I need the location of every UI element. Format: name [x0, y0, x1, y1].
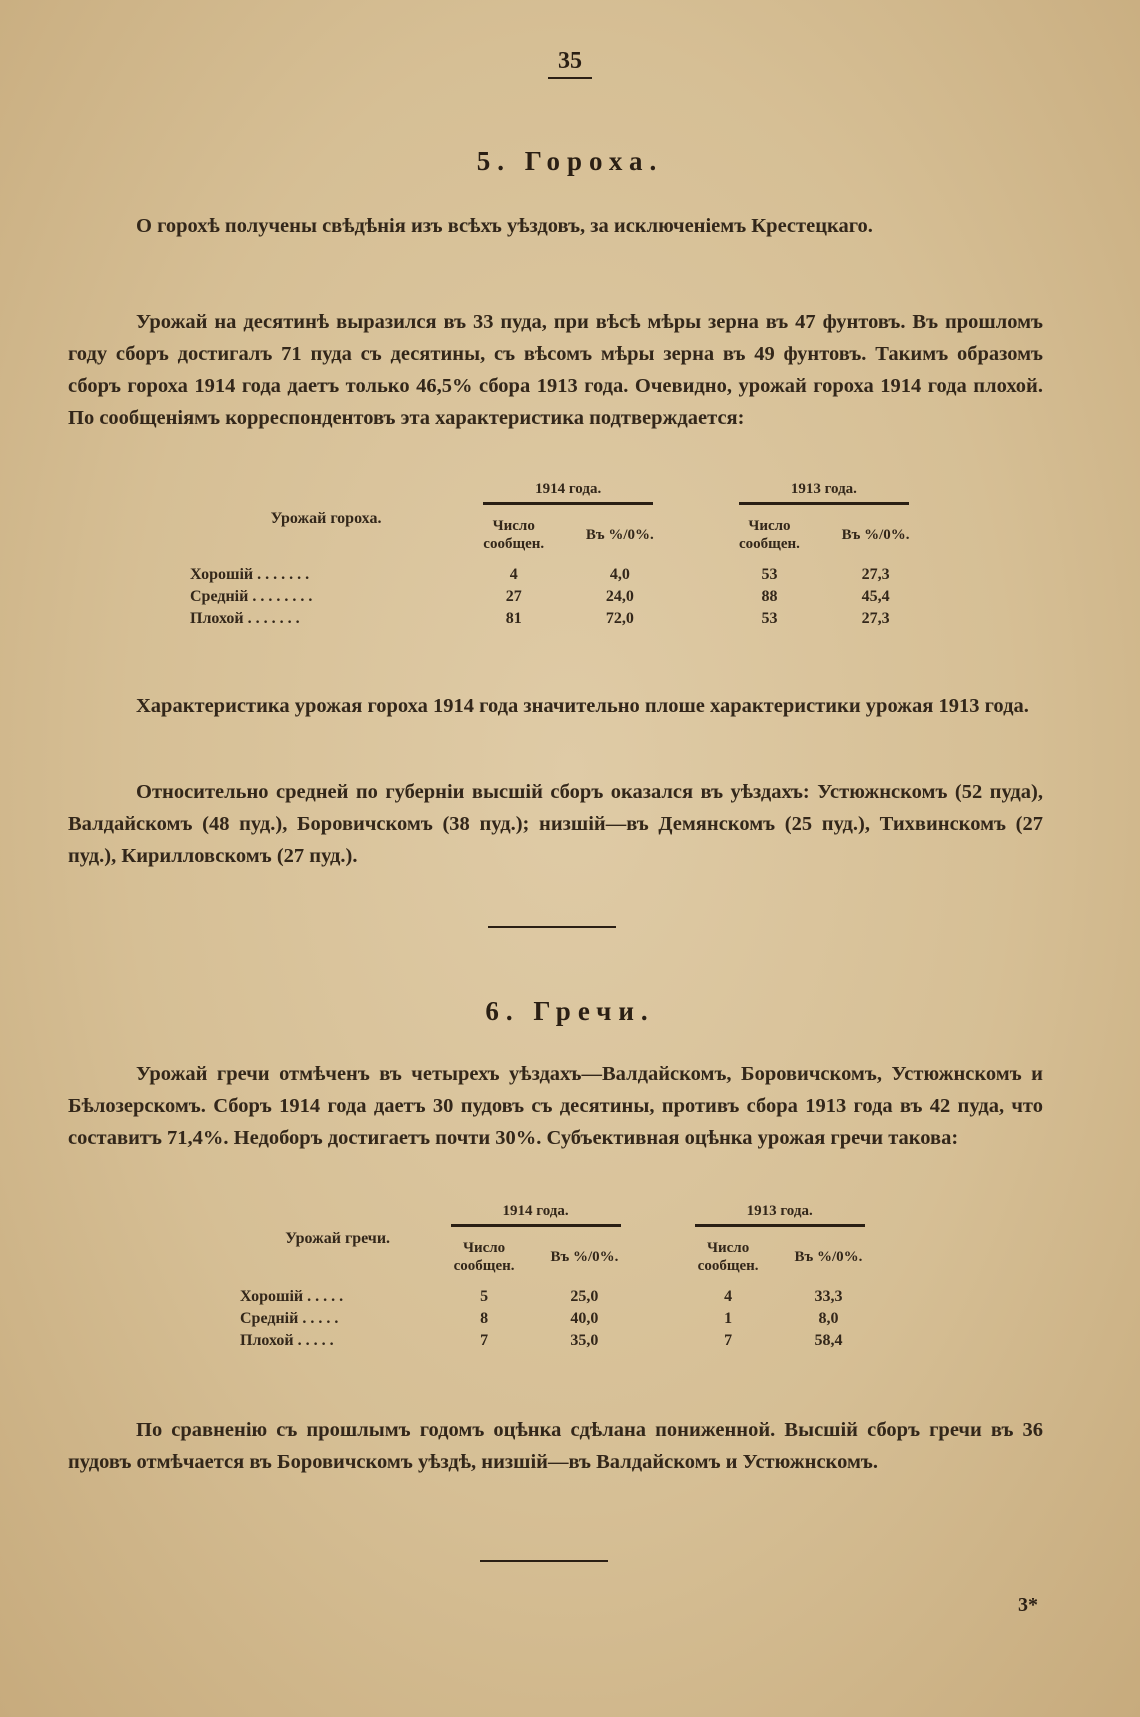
table-year-header: 1914 года.: [462, 480, 674, 506]
paragraph: О горохѣ получены свѣдѣнія изъ всѣхъ уѣздовъ, за исключеніемъ Крестецкаго.: [136, 215, 873, 237]
paragraph: Относительно средней по губерніи высшій сборъ оказался въ уѣздахъ: Устюжнскомъ (52 пуда), Валдайскомъ (48 пуд.), Боровичскомъ (38 пуд.); низшій—въ Демянскомъ (25 пуд.), Тихвинскомъ (27 пуд.), Кирилловскомъ (27 пуд.).: [68, 781, 1043, 867]
table-row-header: Урожай гречи.: [285, 1230, 391, 1247]
signature-mark: 3*: [1018, 1594, 1038, 1616]
table-year-header: 1913 года.: [718, 480, 930, 506]
col-pct-header: Въ %/0%.: [841, 527, 910, 543]
table-row: Хорошій . . . . . . . 4 4,0 53 27,3: [190, 566, 890, 583]
table-row: Хорошій . . . . . 5 25,0 4 33,3: [240, 1288, 843, 1305]
col-pct-header: Въ %/0%.: [794, 1249, 863, 1265]
buckwheat-table: [240, 1202, 880, 1352]
col-count-header: Число сообщен.: [697, 1240, 759, 1274]
page-number: 35: [0, 48, 1140, 75]
paragraph: Урожай на десятинѣ выразился въ 33 пуда, при вѣсѣ мѣры зерна въ 47 фунтовъ. Въ прошломъ году сборъ достигалъ 71 пуда съ десятины, съ вѣсомъ мѣры зерна въ 49 фунтовъ. Такимъ образомъ сборъ гороха 1914 года даетъ только 46,5% сбора 1913 года. Очевидно, урожай гороха 1914 года плохой. По сообщеніямъ корреспондентовъ эта характеристика подтверждается:: [68, 311, 1043, 429]
table-row: Плохой . . . . . 7 35,0 7 58,4: [240, 1332, 843, 1349]
table-row: Средній . . . . . 8 40,0 1 8,0: [240, 1310, 839, 1327]
table-row-header: Урожай гороха.: [270, 510, 382, 527]
col-count-header: Число сообщен.: [483, 518, 545, 552]
paragraph: Урожай гречи отмѣченъ въ четырехъ уѣздахъ—Валдайскомъ, Боровичскомъ, Устюжнскомъ и Бѣлозерскомъ. Сборъ 1914 года даетъ 30 пудовъ съ десятины, противъ сбора 1913 года въ 42 пуда, что составитъ 71,4%. Недоборъ достигаетъ почти 30%. Субъективная оцѣнка урожая гречи такова:: [68, 1063, 1043, 1149]
section-title-peas: 5. Гороха.: [476, 146, 664, 176]
paragraph: Характеристика урожая гороха 1914 года значительно плоше характеристики урожая 1913 года.: [136, 695, 1029, 717]
col-count-header: Число сообщен.: [453, 1240, 515, 1274]
section-divider: [488, 926, 616, 928]
table-year-header: 1914 года.: [435, 1202, 636, 1228]
col-count-header: Число сообщен.: [739, 518, 800, 552]
paragraph: По сравненію съ прошлымъ годомъ оцѣнка сдѣлана пониженной. Высшій сборъ гречи въ 36 пудовъ отмѣчается въ Боровичскомъ уѣздѣ, низшій—въ Валдайскомъ и Устюжнскомъ.: [68, 1419, 1043, 1473]
table-row: Плохой . . . . . . . 81 72,0 53 27,3: [190, 610, 890, 627]
col-pct-header: Въ %/0%.: [585, 527, 654, 543]
section-divider: [480, 1560, 608, 1562]
table-year-header: 1913 года.: [679, 1202, 880, 1228]
table-row: Средній . . . . . . . . 27 24,0 88 45,4: [190, 588, 890, 605]
col-pct-header: Въ %/0%.: [550, 1249, 619, 1265]
section-title-buckwheat: 6. Гречи.: [485, 996, 655, 1026]
peas-table: [190, 480, 930, 630]
